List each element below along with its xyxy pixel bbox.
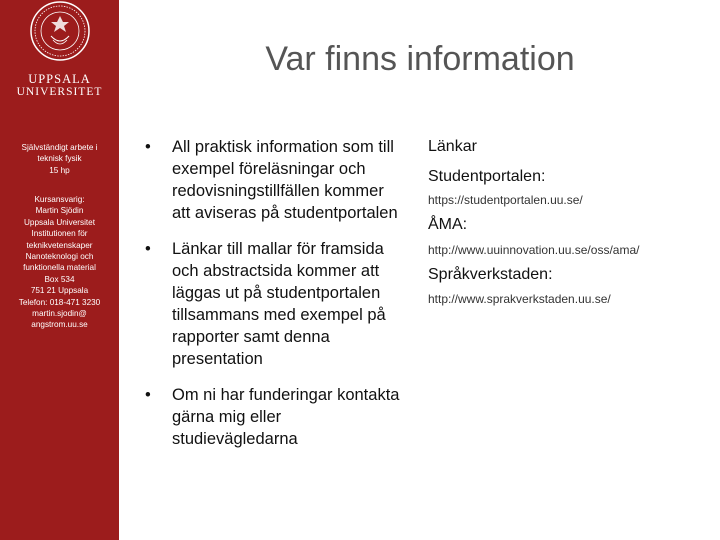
bullet-item — [145, 136, 405, 224]
bullet-list — [145, 136, 405, 464]
bullet-icon: • — [145, 138, 151, 156]
slide-title: Var finns information — [265, 40, 575, 78]
contact-line: Uppsala Universitet — [24, 217, 95, 227]
sprakverkstaden-label: Språkverkstaden: — [428, 266, 553, 283]
bullet-item — [145, 384, 405, 450]
sprakverkstaden-link[interactable]: http://www.sprakverkstaden.uu.se/ — [428, 292, 611, 306]
course-line: teknisk fysik — [37, 154, 82, 164]
course-info — [4, 142, 115, 176]
bullet-text: Om ni har funderingar kontakta gärna mig eller studievägledarna — [172, 386, 400, 448]
contact-line: angstrom.uu.se — [31, 320, 88, 330]
contact-line: Box 534 — [44, 274, 75, 284]
contact-info — [4, 194, 115, 331]
contact-line: Nanoteknologi och — [25, 252, 94, 262]
course-line: Självständigt arbete i — [21, 143, 98, 152]
logo-line-2: UNIVERSITET — [16, 86, 103, 98]
bullet-icon: • — [145, 240, 151, 258]
sidebar — [0, 0, 119, 540]
studentportal-link[interactable]: https://studentportalen.uu.se/ — [428, 193, 583, 207]
university-seal-icon — [29, 0, 91, 62]
bullet-text: Länkar till mallar för framsida och abstractsida kommer att läggas ut på studentportalen tillsammans med exempel på rapporter samt denna presentation — [172, 240, 386, 368]
contact-line: Martin Sjödin — [35, 206, 84, 216]
contact-line: Institutionen för — [31, 229, 88, 239]
bullet-text: All praktisk information som till exempel föreläsningar och redovisningstillfällen kommer att aviseras på studentportalen — [172, 138, 398, 222]
contact-line: funktionella material — [23, 263, 96, 273]
ama-link[interactable]: http://www.uuinnovation.uu.se/oss/ama/ — [428, 243, 640, 257]
contact-line: martin.sjodin@ — [32, 309, 87, 319]
contact-line: Telefon: 018-471 3230 — [18, 297, 101, 307]
bullet-icon: • — [145, 386, 151, 404]
course-line: 15 hp — [49, 165, 70, 175]
studentportal-label: Studentportalen: — [428, 168, 546, 185]
contact-line: 751 21 Uppsala — [30, 286, 89, 296]
contact-line: Kursansvarig: — [34, 195, 85, 204]
links-panel — [428, 136, 718, 307]
bullet-item — [145, 238, 405, 370]
contact-line: teknikvetenskaper — [26, 240, 93, 250]
ama-label: ÅMA: — [428, 216, 468, 233]
links-heading: Länkar — [428, 138, 477, 155]
logo-line-1: UPPSALA — [28, 72, 91, 86]
